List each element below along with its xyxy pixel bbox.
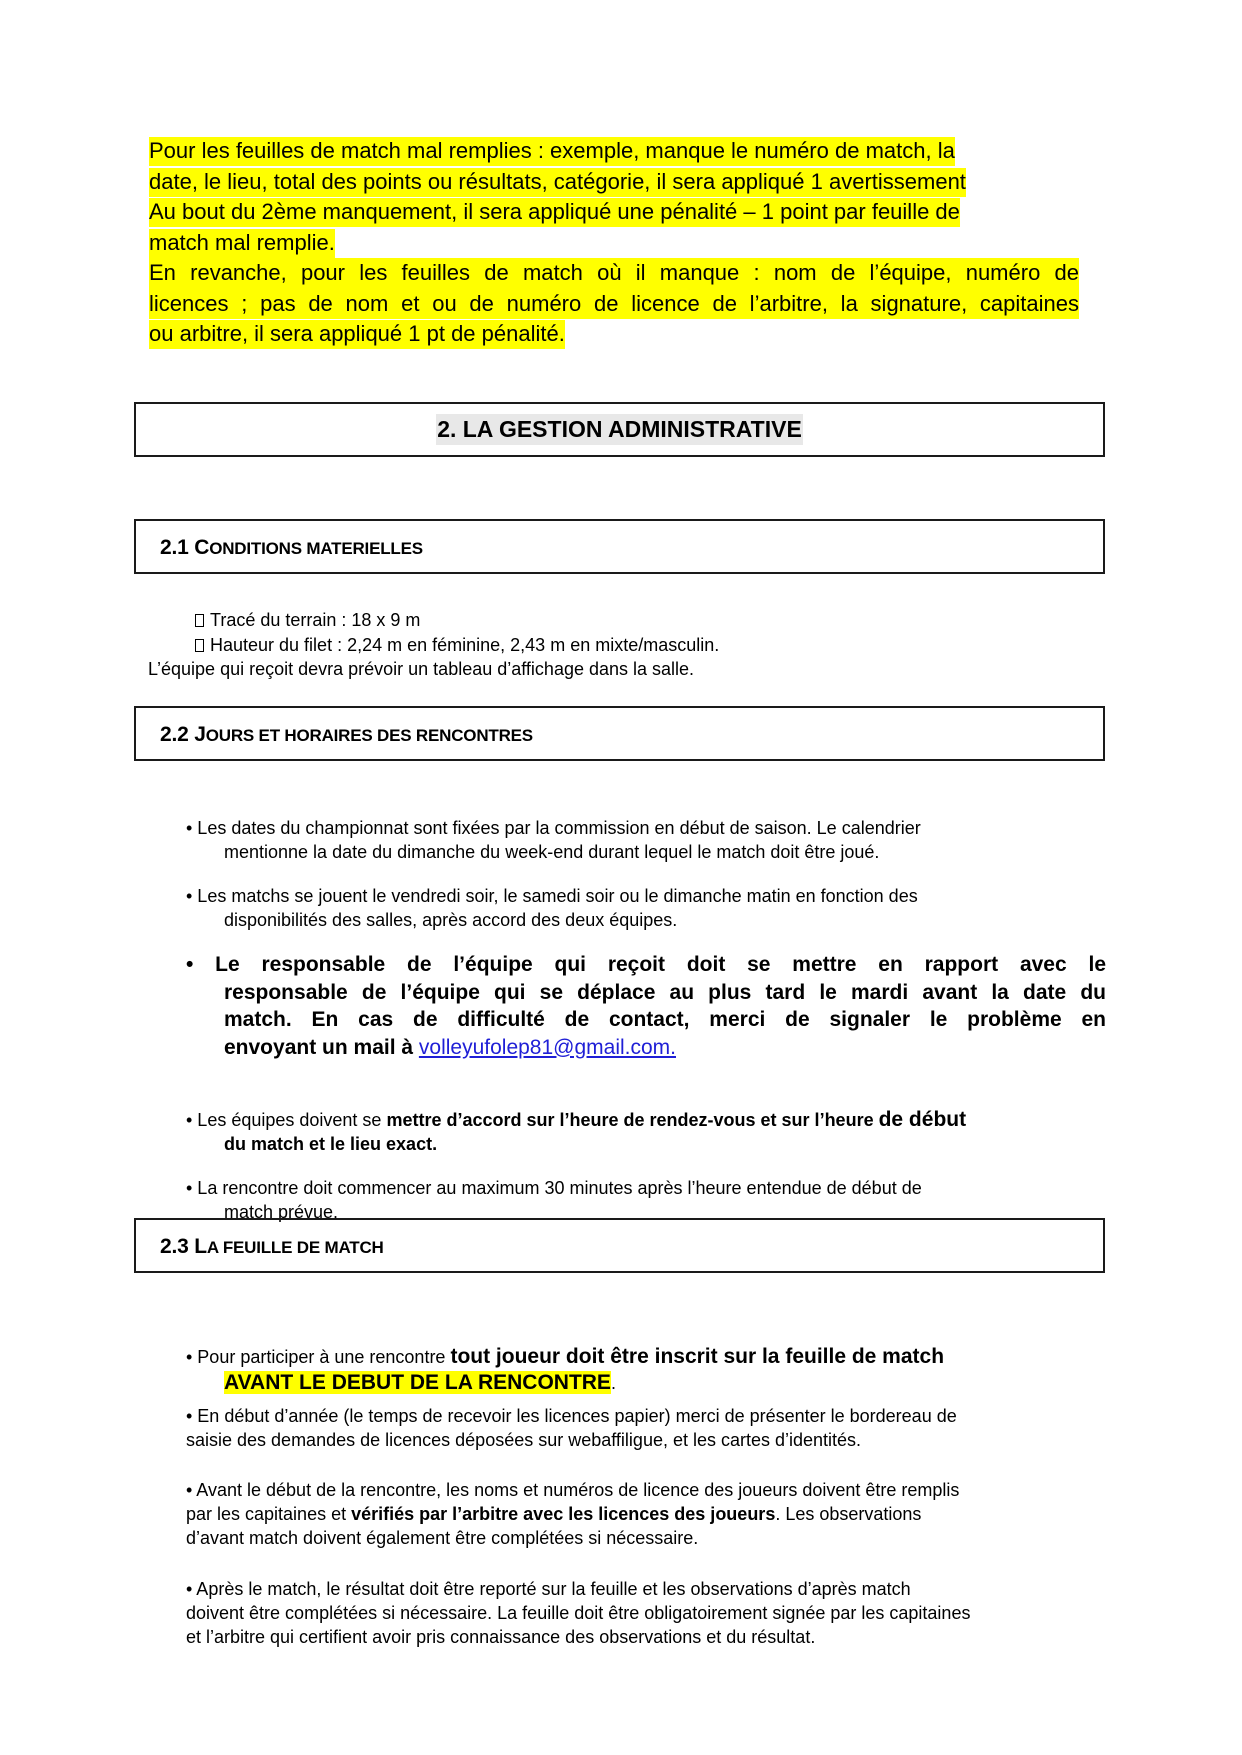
highlighted-warning: AVANT LE DEBUT DE LA RENCONTRE [224,1371,611,1394]
main-section-header [134,402,1105,457]
intro-line: Au bout du 2ème manquement, il sera appliqué une pénalité – 1 point par feuille de [149,198,960,227]
list-item: • Pour participer à une rencontre tout joueur doit être inscrit sur la feuille de match AVANT LE DEBUT DE LA RENCONTRE. [186,1345,945,1394]
list-item: • La rencontre doit commencer au maximum 30 minutes après l’heure entendue de début de match prévue. [186,1178,922,1222]
contact-email-link[interactable]: volleyufolep81@gmail.com. [418,1035,676,1059]
intro-line: Pour les feuilles de match mal remplies : exemple, manque le numéro de match, la [149,137,955,166]
section-title-2-3: 2.3 LA FEUILLE DE MATCH [160,1235,384,1258]
intro-line: En revanche, pour les feuilles de match où il manque : nom de l’équipe, numéro de [149,258,1079,289]
intro-line: date, le lieu, total des points ou résultats, catégorie, il sera appliqué 1 avertissement [149,168,966,197]
missing-glyph-bullet-icon [195,639,204,652]
list-item: • Les équipes doivent se mettre d’accord sur l’heure de rendez-vous et sur l’heure de début du match et le lieu exact. [186,1108,967,1154]
intro-line: licences ; pas de nom et ou de numéro de licence de l’arbitre, la signature, capitaines [149,289,1079,320]
intro-line: match mal remplie. [149,229,335,258]
section-header-2-1 [134,519,1105,574]
list-item: • Le responsable de l’équipe qui reçoit doit se mettre en rapport avec le responsable de l’équipe qui se déplace au plus tard le mardi avant la date du match. En cas de difficulté de contact, merci de signaler le problème en envoyant un mail à volleyufolep81@gmail.com. [186,953,1106,1059]
section-header-2-2 [134,706,1105,761]
intro-line: ou arbitre, il sera appliqué 1 pt de pénalité. [149,320,565,349]
penalty-paragraph [149,136,1079,350]
scoreboard-note: L’équipe qui reçoit devra prévoir un tableau d’affichage dans la salle. [148,659,695,679]
list-item: Hauteur du filet : 2,24 m en féminine, 2,43 m en mixte/masculin. [148,633,719,658]
list-item: • Les dates du championnat sont fixées par la commission en début de saison. Le calendrier mentionne la date du dimanche du week-end durant lequel le match doit être joué. [186,818,921,862]
main-section-title: 2. LA GESTION ADMINISTRATIVE [436,414,803,445]
list-item: • Après le match, le résultat doit être reporté sur la feuille et les observations d’après match doivent être complétées si nécessaire. La feuille doit être obligatoirement signée par les capitaines et l’arbitre qui certifient avoir pris connaissance des observations et du résultat. [186,1579,971,1647]
list-item: • Les matchs se jouent le vendredi soir, le samedi soir ou le dimanche matin en fonction des disponibilités des salles, après accord des deux équipes. [186,886,918,930]
conditions-list [148,608,719,682]
missing-glyph-bullet-icon [195,614,204,627]
list-item: Tracé du terrain : 18 x 9 m [148,608,719,633]
section-title-2-2: 2.2 JOURS ET HORAIRES DES RENCONTRES [160,723,533,746]
list-item: • Avant le début de la rencontre, les noms et numéros de licence des joueurs doivent être remplis par les capitaines et vérifiés par l’arbitre avec les licences des joueurs. Les observations d’avant match doivent également être complétées si nécessaire. [186,1480,960,1548]
section-title-2-1: 2.1 CONDITIONS MATERIELLES [160,536,423,559]
section-header-2-3 [134,1218,1105,1273]
list-item: • En début d’année (le temps de recevoir les licences papier) merci de présenter le bordereau de saisie des demandes de licences déposées sur webaffiligue, et les cartes d’identités. [186,1406,957,1450]
